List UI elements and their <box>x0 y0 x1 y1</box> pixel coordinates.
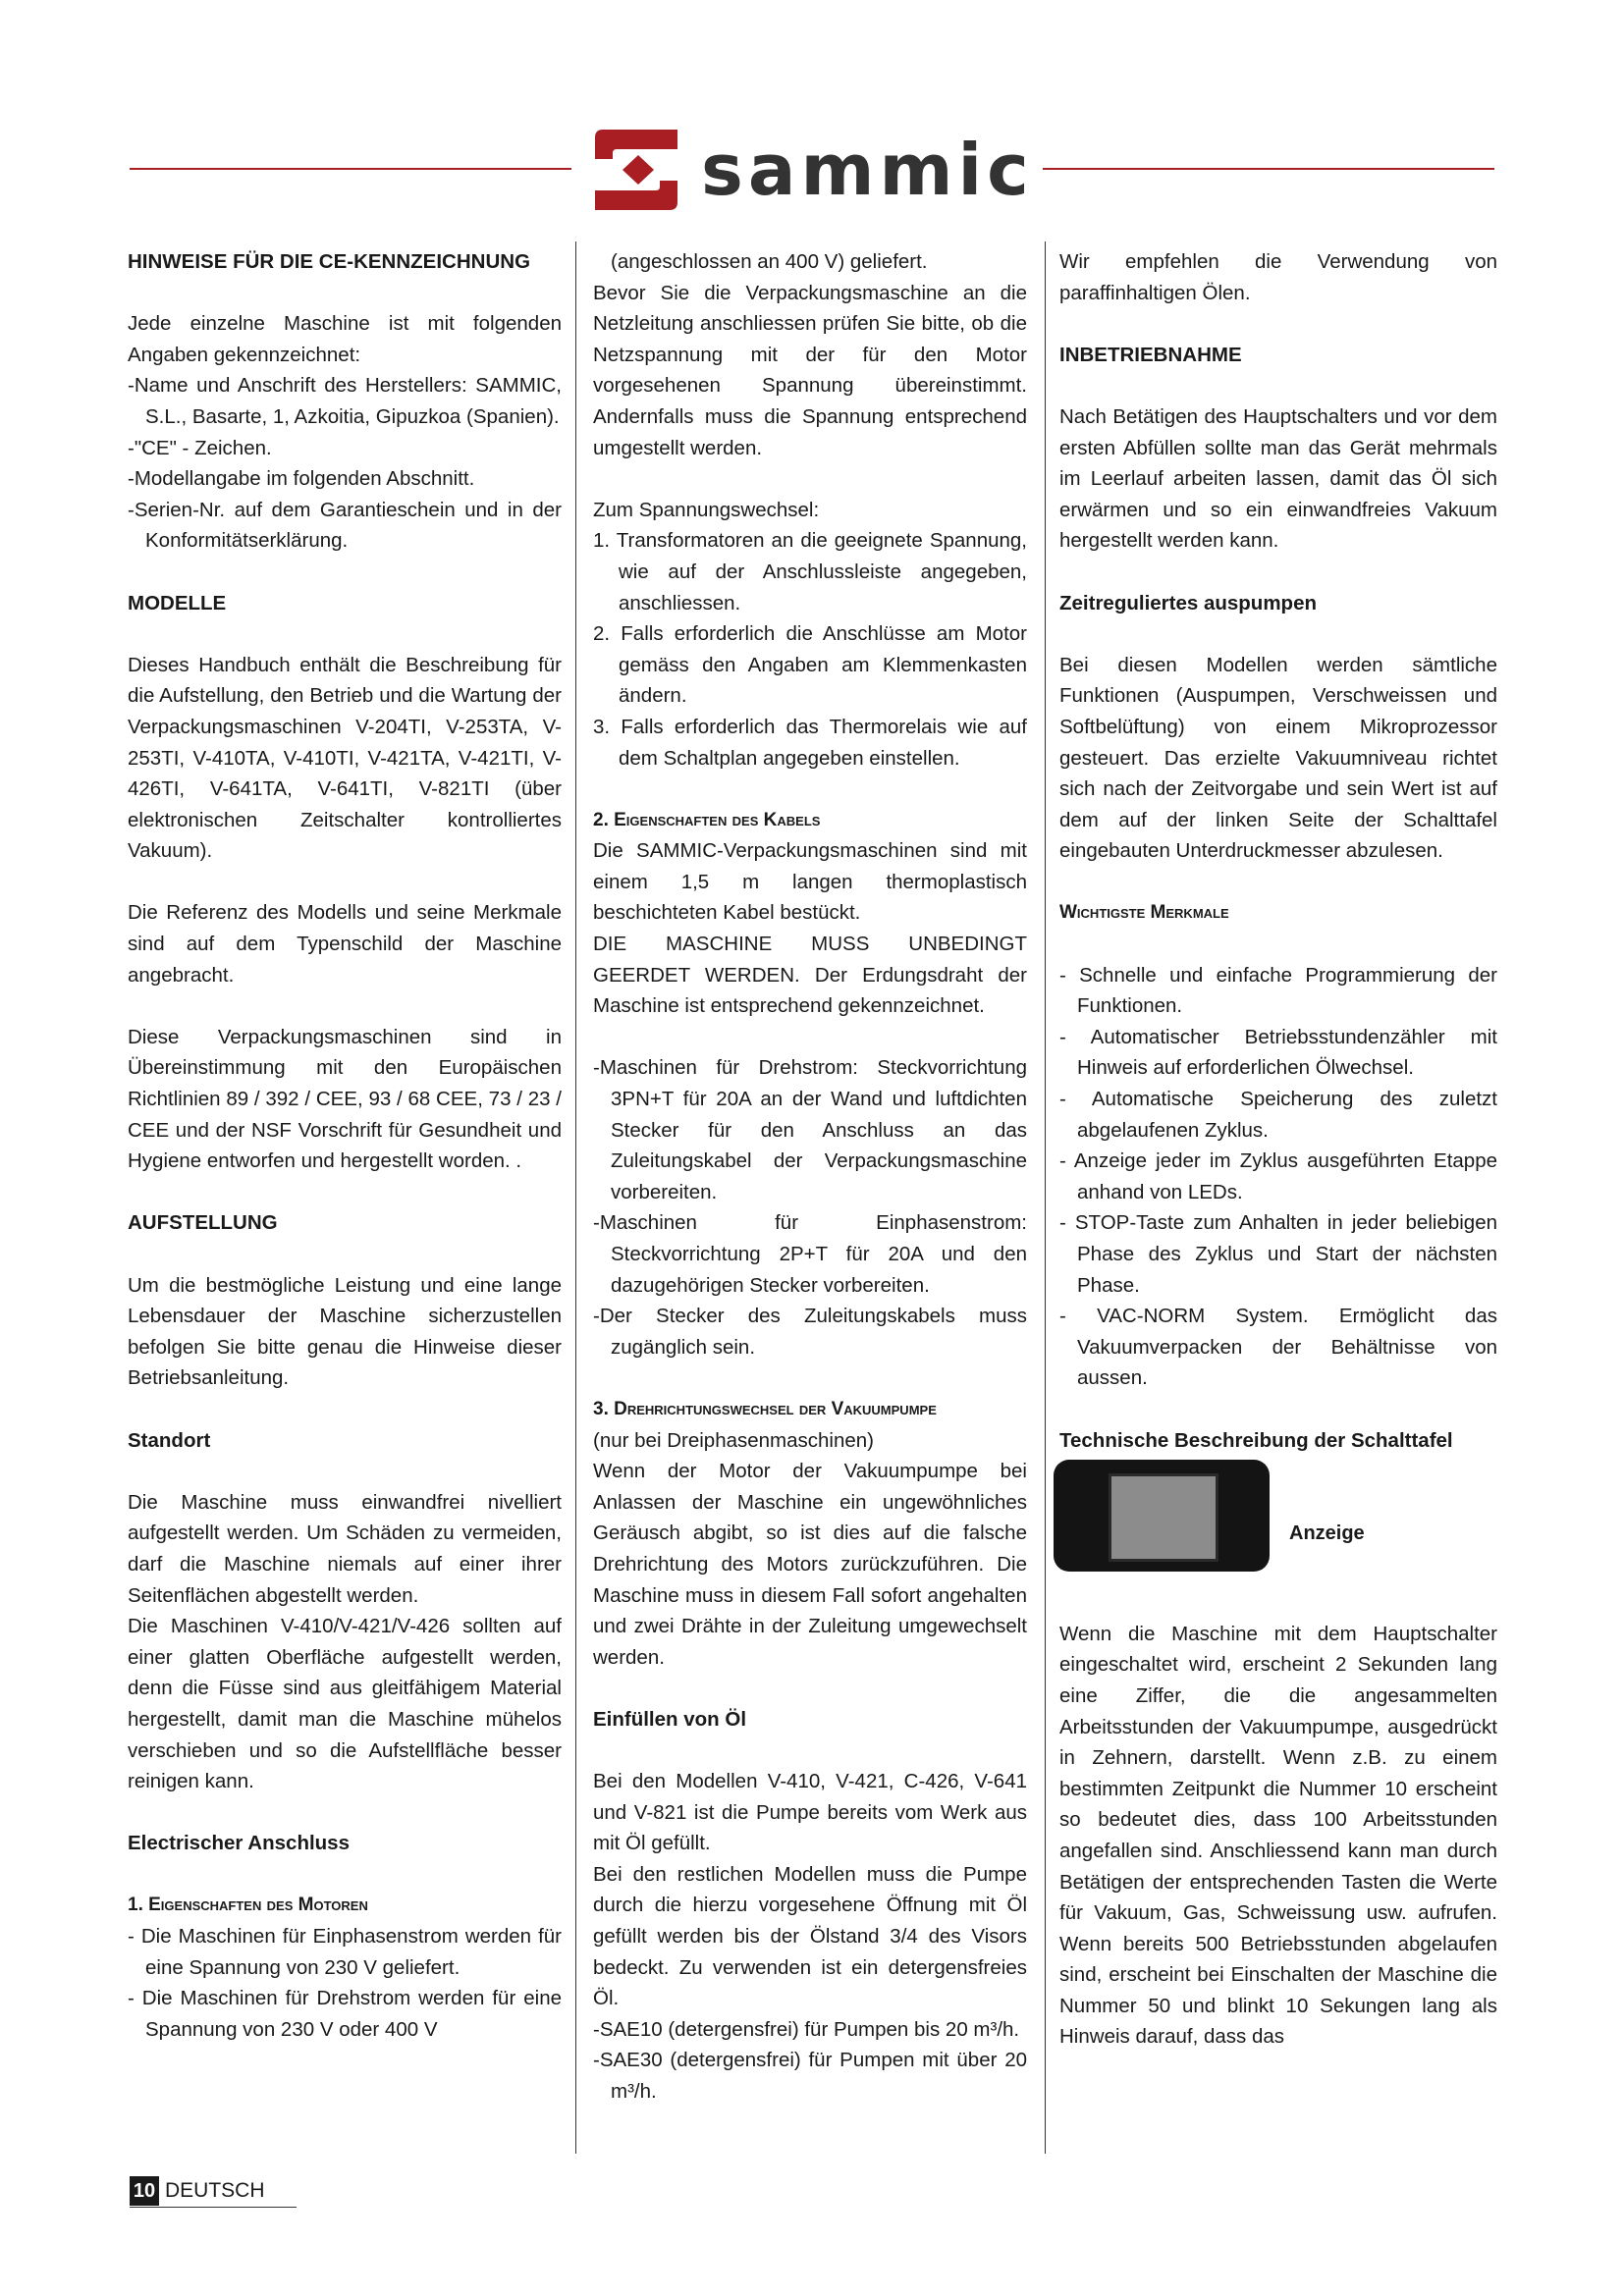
paragraph: Dieses Handbuch enthält die Beschreibung für die Aufstellung, den Betrieb und die Wartung der Verpackungsmaschinen V-204TI, V-253TA, V-253TI, V-410TA, V-410TI, V-421TA, V-421TI, V-426TI, V-641TA, V-641TI, V-821TI (über elektronischen Zeitschalter kontrolliertes Vakuum). <box>128 653 562 863</box>
kabel-list <box>593 1052 1027 1362</box>
paragraph: Wenn die Maschine mit dem Hauptschalter eingeschaltet wird, erscheint 2 Sekunden lang eine Ziffer, die die angesammelten Arbeitsstunden der Vakuumpumpe, ausgedrückt in Zehnern, darstellt. Wenn z.B. zu einem bestimmten Zeitpunkt die Nummer 10 erscheint so bedeutet dies, dass 100 Arbeitsstunden angefallen sind. Anschliessend kann man durch Betätigen der entsprechenden Tasten die Werte für Vakuum, Gas, Schweissung usw. aufrufen. Wenn bereits 500 Betriebsstunden abgelaufen sind, erscheint bei Einschalten der Maschine die Nummer 50 und blinkt 10 Sekungen lang als Hinweis darauf, dass das <box>1059 1622 1497 2049</box>
ce-list <box>128 370 562 557</box>
heading-drehrichtung: 3. Drehrichtungswechsel der Vakuumpumpe <box>593 1398 937 1419</box>
list-item: -Serien-Nr. auf dem Garantieschein und in der Konformitätserklärung. <box>128 498 562 553</box>
display-figure <box>1059 1460 1497 1583</box>
list-item: -Modellangabe im folgenden Abschnitt. <box>128 467 475 491</box>
motor-list <box>128 1921 562 2045</box>
header-rule-right <box>1043 168 1494 170</box>
list-item: - VAC-NORM System. Ermöglicht das Vakuumverpacken der Behältnisse von aussen. <box>1059 1305 1497 1390</box>
paragraph: Die SAMMIC-Verpackungsmaschinen sind mit einem 1,5 m langen thermoplastisch beschichteten Kabel bestückt. <box>593 839 1027 925</box>
footer-rule <box>130 2207 297 2208</box>
column-3 <box>1059 246 1497 2053</box>
merkmale-list <box>1059 960 1497 1394</box>
paragraph: Diese Verpackungsmaschinen sind in Übereinstimmung mit den Europäischen Richtlinien 89 / 392 / CEE, 93 / 68 CEE, 73 / 23 / CEE und der NSF Vorschrift für Gesundheit und Hygiene entworfen und hergestellt worden. . <box>128 1025 562 1173</box>
paragraph: Um die bestmögliche Leistung und eine lange Lebensdauer der Maschine sicherzustellen befolgen Sie bitte genau die Hinweise dieser Betriebsanleitung. <box>128 1273 562 1390</box>
paragraph: Bei diesen Modellen werden sämtliche Funktionen (Auspumpen, Verschweissen und Softbelüftung) von einem Mikroprozessor gesteuert. Das erzielte Vakuumniveau richtet sich nach der Zeitvorgabe und sein Wert ist auf dem auf der linken Seite der Schalttafel eingebauten Unterdruckmesser abzulesen. <box>1059 653 1497 863</box>
list-item: - Automatischer Betriebsstundenzähler mit Hinweis auf erforderlichen Ölwechsel. <box>1059 1025 1497 1080</box>
paragraph: Bevor Sie die Verpackungsmaschine an die Netzleitung anschliessen prüfen Sie bitte, ob die Netzspannung mit der für den Motor vorgesehenen Spannung übereinstimmt. Andernfalls muss die Spannung entsprechend umgestellt werden. <box>593 281 1027 459</box>
spannung-list <box>593 525 1027 774</box>
list-item: - Automatische Speicherung des zuletzt abgelaufenen Zyklus. <box>1059 1088 1497 1142</box>
column-divider <box>1045 241 1046 2154</box>
list-item: 2. Falls erforderlich die Anschlüsse am Motor gemäss den Angaben am Klemmenkasten ändern. <box>593 622 1027 708</box>
display-screen <box>1109 1473 1218 1562</box>
list-item: -Maschinen für Einphasenstrom: Steckvorrichtung 2P+T für 20A und den dazugehörigen Stecker vorbereiten. <box>593 1211 1027 1297</box>
paragraph: Wir empfehlen die Verwendung von paraffinhaltigen Ölen. <box>1059 250 1497 304</box>
header-rule-left <box>130 168 571 170</box>
heading-standort: Standort <box>128 1428 211 1452</box>
column-1 <box>128 246 562 2045</box>
list-item: - Die Maschinen für Einphasenstrom werden für eine Spannung von 230 V geliefert. <box>128 1925 562 1979</box>
figure-label: Anzeige <box>1289 1522 1365 1545</box>
heading-oel: Einfüllen von Öl <box>593 1707 747 1731</box>
heading-aufstellung: AUFSTELLUNG <box>128 1211 278 1235</box>
paragraph: (nur bei Dreiphasenmaschinen) <box>593 1428 875 1452</box>
paragraph: DIE MASCHINE MUSS UNBEDINGT GEERDET WERDEN. Der Erdungsdraht der Maschine ist entsprechend gekennzeichnet. <box>593 933 1027 1018</box>
oel-list <box>593 2014 1027 2108</box>
paragraph: Jede einzelne Maschine ist mit folgenden Angaben gekennzeichnet: <box>128 312 562 366</box>
paragraph: Nach Betätigen des Hauptschalters und vor dem ersten Abfüllen sollte man das Gerät mehrmals im Leerlauf arbeiten lassen, damit das Öl sich erwärmen und so ein einwandfreies Vakuum hergestellt werden kann. <box>1059 404 1497 553</box>
heading-elektrisch: Electrischer Anschluss <box>128 1832 350 1855</box>
list-item: - STOP-Taste zum Anhalten in jeder beliebigen Phase des Zyklus und Start der nächsten Phase. <box>1059 1211 1497 1297</box>
list-item: -Maschinen für Drehstrom: Steckvorrichtung 3PN+T für 20A an der Wand und luftdichten Stecker für den Anschluss an das Zuleitungskabel der Verpackungsmaschine vorbereiten. <box>593 1056 1027 1203</box>
paragraph: Bei den Modellen V-410, V-421, C-426, V-641 und V-821 ist die Pumpe bereits vom Werk aus mit Öl gefüllt. <box>593 1770 1027 1855</box>
list-item: - Anzeige jeder im Zyklus ausgeführten Etappe anhand von LEDs. <box>1059 1149 1497 1203</box>
sammic-logo-mark-icon <box>587 126 685 214</box>
paragraph: Die Referenz des Modells und seine Merkmale sind auf dem Typenschild der Maschine angebracht. <box>128 901 562 987</box>
list-item: -SAE10 (detergensfrei) für Pumpen bis 20 m³/h. <box>593 2017 1020 2041</box>
list-item: - Die Maschinen für Drehstrom werden für eine Spannung von 230 V oder 400 V <box>128 1987 562 2041</box>
list-item: -"CE" - Zeichen. <box>128 436 272 459</box>
paragraph: Die Maschinen V-410/V-421/V-426 sollten auf einer glatten Oberfläche aufgestellt werden, denn die Füsse sind aus gleitfähigem Material hergestellt, damit man die Maschine mühelos verschieben und so die Aufstellfläche besser reinigen kann. <box>128 1615 562 1793</box>
heading-schalttafel: Technische Beschreibung der Schalttafel <box>1059 1428 1453 1452</box>
list-item: -Name und Anschrift des Herstellers: SAMMIC, S.L., Basarte, 1, Azkoitia, Gipuzkoa (Spanien). <box>128 374 562 428</box>
heading-merkmale: Wichtigste Merkmale <box>1059 902 1229 924</box>
list-item: 1. Transformatoren an die geeignete Spannung, wie auf der Anschlussleiste angegeben, anschliessen. <box>593 529 1027 614</box>
paragraph: Bei den restlichen Modellen muss die Pumpe durch die hierzu vorgesehene Öffnung mit Öl gefüllt werden bis der Ölstand 3/4 des Visors bedeckt. Zu verwenden ist ein detergensfreies Öl. <box>593 1862 1027 2010</box>
list-item: - Schnelle und einfache Programmierung der Funktionen. <box>1059 963 1497 1018</box>
list-item: -SAE30 (detergensfrei) für Pumpen mit über 20 m³/h. <box>593 2049 1027 2104</box>
paragraph: Zum Spannungswechsel: <box>593 498 820 521</box>
heading-zeitreguliert: Zeitreguliertes auspumpen <box>1059 591 1318 614</box>
paragraph: (angeschlossen an 400 V) geliefert. <box>611 250 928 273</box>
page-number: 10 <box>130 2176 159 2206</box>
paragraph: Die Maschine muss einwandfrei nivelliert aufgestellt werden. Um Schäden zu vermeiden, darf die Maschine niemals auf einer ihrer Seitenflächen abgestellt werden. <box>128 1490 562 1607</box>
heading-kabel: 2. Eigenschaften des Kabels <box>593 809 821 830</box>
list-item: 3. Falls erforderlich das Thermorelais wie auf dem Schaltplan angegeben einstellen. <box>593 715 1027 770</box>
paragraph: Wenn der Motor der Vakuumpumpe bei Anlassen der Maschine ein ungewöhnliches Geräusch abgibt, so ist dies auf die falsche Drehrichtung des Motors zurückzuführen. Die Maschine muss in diesem Fall sofort angehalten und zwei Drähte in der Zuleitung umgewechselt werden. <box>593 1460 1027 1669</box>
heading-motoren: 1. Eigenschaften des Motoren <box>128 1895 368 1916</box>
control-panel-image <box>1054 1460 1270 1572</box>
heading-inbetriebnahme: INBETRIEBNAHME <box>1059 343 1242 366</box>
list-item: -Der Stecker des Zuleitungskabels muss zugänglich sein. <box>593 1305 1027 1359</box>
column-divider <box>575 241 576 2154</box>
language-label: DEUTSCH <box>165 2179 265 2202</box>
brand-wordmark: sammic <box>701 129 1034 211</box>
column-2 <box>593 246 1027 2108</box>
sammic-logo <box>587 126 1039 214</box>
heading-ce: HINWEISE FÜR DIE CE-KENNZEICHNUNG <box>128 250 531 273</box>
heading-modelle: MODELLE <box>128 591 227 614</box>
